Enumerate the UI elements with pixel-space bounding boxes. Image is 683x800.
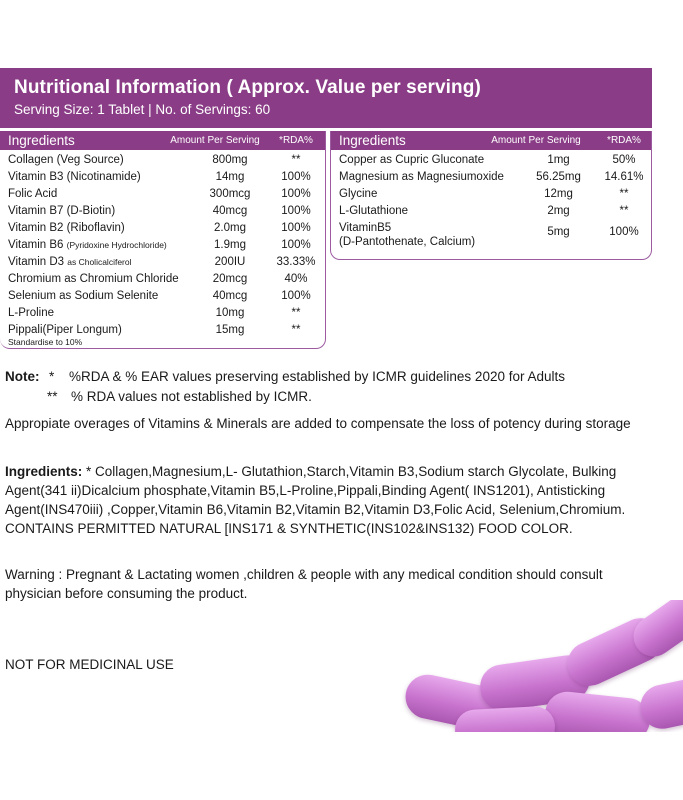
ingredient-rda: 50%: [612, 154, 636, 166]
ingredient-subline: Standardise to 10%: [8, 337, 83, 347]
ingredient-name: Selenium as Sodium Selenite: [8, 290, 159, 302]
ingredient-name: [8, 238, 167, 252]
ingredient-amount: 5mg: [547, 226, 570, 238]
ingredient-amount: 10mg: [215, 307, 245, 319]
ingredient-amount: 40mcg: [212, 205, 248, 217]
note-section: [5, 367, 645, 406]
ingredients-section: [5, 462, 645, 538]
ingredient-amount: 56.25mg: [536, 171, 581, 183]
ingredient-rda: 100%: [281, 205, 311, 217]
ingredient-name: Vitamin B7 (D-Biotin): [8, 205, 116, 217]
ingredient-name: L-Glutathione: [339, 205, 409, 217]
ingredient-rda: 14.61%: [604, 171, 644, 183]
ingredient-amount: 1.9mg: [214, 239, 246, 251]
note-star-1: *: [49, 369, 55, 384]
tablet-shape: [543, 690, 652, 732]
ingredient-name: Vitamin B2 (Riboflavin): [8, 222, 125, 234]
note-star-2: **: [47, 389, 58, 404]
table-header: [0, 131, 325, 150]
ingredient-amount: 2.0mg: [214, 222, 246, 234]
ingredient-amount: 14mg: [215, 171, 245, 183]
ingredient-name-main: Vitamin D3: [8, 256, 65, 268]
table-header: [331, 131, 651, 150]
ingredients-label: Ingredients:: [5, 464, 83, 479]
ingredient-amount: 1mg: [547, 154, 570, 166]
ingredient-name: Magnesium as Magnesiumoxide: [339, 171, 504, 183]
ingredient-amount: 20mcg: [212, 273, 248, 285]
serving-info: Serving Size: 1 Tablet | No. of Servings: 60: [14, 102, 271, 117]
ingredient-subline: (D-Pantothenate, Calcium): [339, 236, 476, 248]
ingredient-amount: 15mg: [215, 324, 245, 336]
ingredient-name: Folic Acid: [8, 188, 58, 200]
ingredient-name: [339, 221, 475, 249]
ingredient-amount: 300mcg: [209, 188, 251, 200]
ingredient-amount: 12mg: [544, 188, 573, 200]
ingredient-name-main: VitaminB5: [339, 222, 392, 234]
ingredient-rda: **: [291, 324, 301, 336]
col-ingredients: Ingredients: [8, 133, 75, 148]
ingredient-name: [8, 323, 122, 347]
ingredient-rda: 100%: [281, 171, 311, 183]
ingredient-amount: 2mg: [547, 205, 570, 217]
ingredient-rda: **: [291, 154, 301, 166]
ingredient-rda: **: [291, 307, 301, 319]
ingredient-rda: 40%: [284, 273, 308, 285]
ingredient-name: Vitamin B3 (Nicotinamide): [8, 171, 141, 183]
col-rda: *RDA%: [279, 135, 313, 146]
nutrition-title: Nutritional Information ( Approx. Value per serving): [14, 77, 481, 98]
ingredient-note: as Cholicalciferol: [67, 257, 132, 267]
col-rda: *RDA%: [607, 135, 641, 146]
ingredient-name: L-Proline: [8, 307, 55, 319]
not-medicinal-text: NOT FOR MEDICINAL USE: [5, 657, 174, 672]
ingredient-rda: 100%: [281, 222, 311, 234]
ingredient-rda: 33.33%: [276, 256, 316, 268]
ingredient-rda: 100%: [281, 290, 311, 302]
ingredient-name: [8, 255, 132, 269]
col-amount: Amount Per Serving: [170, 135, 260, 146]
nutrition-table-left: [0, 131, 326, 349]
note-label: Note:: [5, 369, 40, 384]
ingredient-rda: 100%: [281, 239, 311, 251]
ingredient-name: Copper as Cupric Gluconate: [339, 154, 485, 166]
ingredient-amount: 800mg: [212, 154, 248, 166]
warning-text: Warning : Pregnant & Lactating women ,children & people with any medical condition should consult physician before consuming the product.: [5, 567, 603, 601]
ingredient-rda: **: [619, 188, 629, 200]
ingredient-name-main: Pippali(Piper Longum): [8, 324, 122, 336]
note-line-1: %RDA & % EAR values preserving established by ICMR guidelines 2020 for Adults: [69, 369, 565, 384]
col-amount: Amount Per Serving: [491, 135, 581, 146]
ingredient-name: Collagen (Veg Source): [8, 154, 124, 166]
note-line-2: % RDA values not established by ICMR.: [71, 389, 312, 404]
tablets-image: [395, 600, 683, 732]
ingredient-name: Chromium as Chromium Chloride: [8, 273, 179, 285]
overages-text: Appropiate overages of Vitamins & Minerals are added to compensate the loss of potency during storage: [5, 416, 631, 431]
ingredient-name: Glycine: [339, 188, 378, 200]
col-ingredients: Ingredients: [339, 133, 406, 148]
tablet-shape: [454, 705, 556, 732]
nutrition-header: [0, 68, 652, 128]
ingredient-rda: 100%: [281, 188, 311, 200]
ingredient-note: (Pyridoxine Hydrochloride): [66, 240, 167, 250]
ingredient-amount: 200IU: [214, 256, 246, 268]
nutrition-table-right: [330, 131, 652, 260]
ingredients-text: * Collagen,Magnesium,L- Glutathion,Starch,Vitamin B3,Sodium starch Glycolate, Bulking Agent(341 ii)Dicalcium phosphate,Vitamin B5,L-Proline,Pippali,Binding Agent( INS1201), Antisticking Agent(INS470iii) ,Copper,Vitamin B6,Vitamin B2,Vitamin B2,Vitamin D3,Folic Acid, Selenium,Chromium. CONTAINS PERMITTED NATURAL [INS171 & SYNTHETIC(INS102&INS132) FOOD COLOR.: [5, 464, 626, 536]
ingredient-name-main: Vitamin B6: [8, 239, 64, 251]
ingredient-rda: **: [619, 205, 629, 217]
ingredient-amount: 40mcg: [212, 290, 248, 302]
ingredient-rda: 100%: [609, 226, 639, 238]
